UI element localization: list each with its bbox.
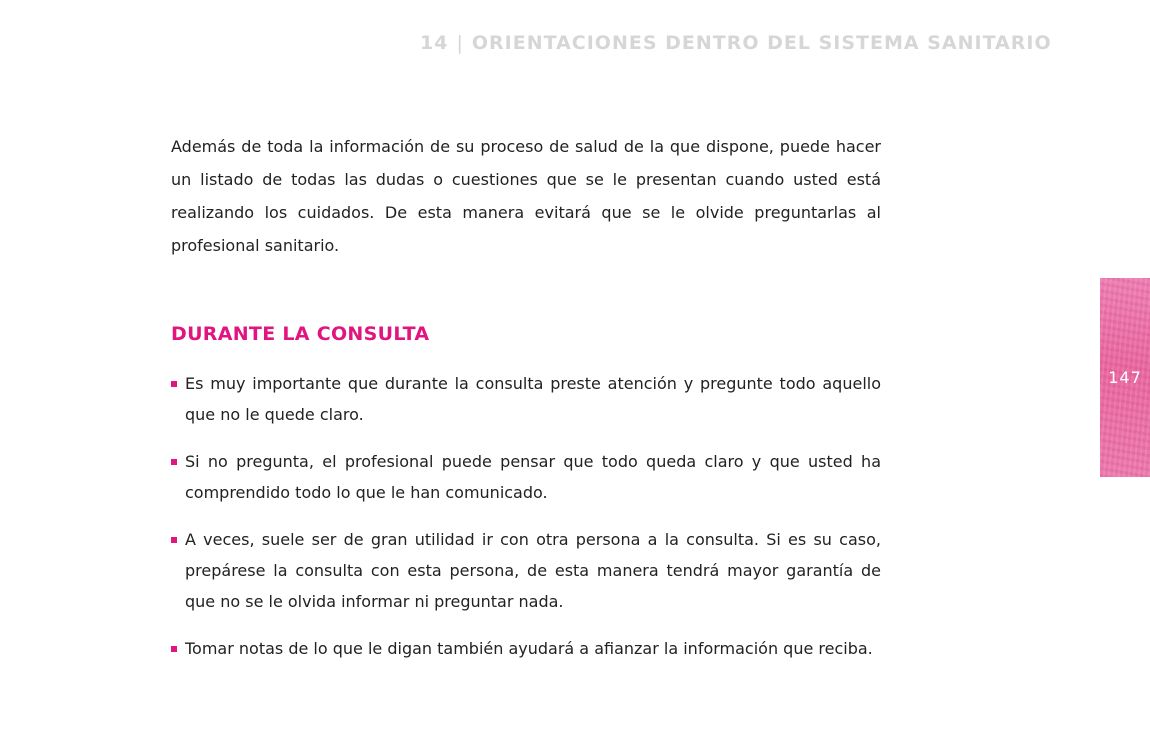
section-title: DURANTE LA CONSULTA [171, 323, 430, 345]
chapter-title: ORIENTACIONES DENTRO DEL SISTEMA SANITARIO [471, 32, 1052, 54]
bullet-text: Es muy importante que durante la consulta preste atención y pregunte todo aquello que no le quede claro. [185, 374, 881, 424]
running-header [420, 32, 1052, 54]
page-number-tab [1100, 278, 1150, 477]
bullet-square-icon [171, 381, 177, 387]
bullet-text: Si no pregunta, el profesional puede pensar que todo queda claro y que usted ha comprendido todo lo que le han comunicado. [185, 452, 881, 502]
bullet-square-icon [171, 537, 177, 543]
bullet-item [171, 446, 881, 508]
bullet-item [171, 524, 881, 617]
page-number: 147 [1108, 368, 1142, 387]
chapter-number: 14 [420, 32, 449, 54]
bullet-item [171, 633, 881, 664]
bullet-item [171, 368, 881, 430]
intro-paragraph: Además de toda la información de su proceso de salud de la que dispone, puede hacer un listado de todas las dudas o cuestiones que se le presentan cuando usted está realizando los cuidados. De esta manera evitará que se le olvide preguntarlas al profesional sanitario. [171, 137, 881, 255]
bullet-text: Tomar notas de lo que le digan también ayudará a afianzar la información que reciba. [185, 639, 873, 658]
bullet-square-icon [171, 646, 177, 652]
bullet-text: A veces, suele ser de gran utilidad ir con otra persona a la consulta. Si es su caso, prepárese la consulta con esta persona, de esta manera tendrá mayor garantía de que no se le olvida informar ni preguntar nada. [185, 530, 881, 611]
bullet-square-icon [171, 459, 177, 465]
header-separator: | [456, 32, 464, 54]
bullet-list [171, 368, 881, 680]
